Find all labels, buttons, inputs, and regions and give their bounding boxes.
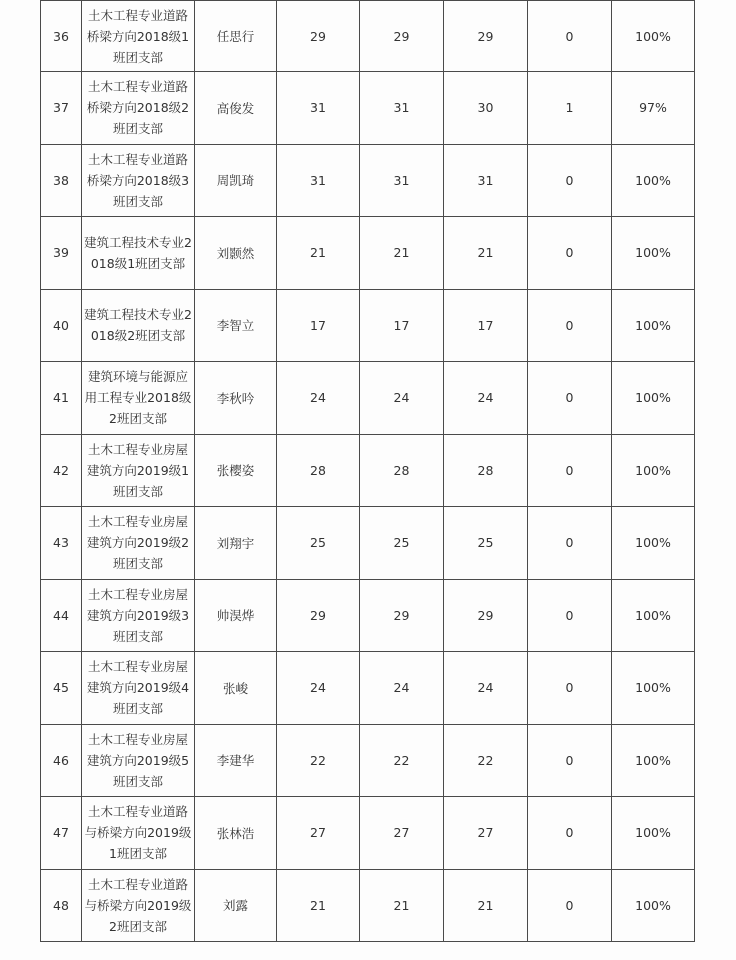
branch-name-cell: [82, 72, 195, 145]
failed-count-cell: 0: [528, 724, 612, 797]
rate-cell: 100%: [612, 362, 695, 435]
rate-cell: 100%: [612, 869, 695, 942]
rate-cell: 100%: [612, 289, 695, 362]
contact-name-cell: 刘颢然: [195, 217, 277, 290]
failed-count-cell: 0: [528, 362, 612, 435]
passed-count-cell: 25: [444, 507, 528, 580]
branch-name-cell: [82, 217, 195, 290]
joined-count-cell: 29: [360, 579, 444, 652]
joined-count-cell: 17: [360, 289, 444, 362]
joined-count-cell: 25: [360, 507, 444, 580]
failed-count-cell: 0: [528, 579, 612, 652]
rate-cell: 100%: [612, 434, 695, 507]
roster-table-body: [41, 1, 695, 942]
passed-count-cell: 30: [444, 72, 528, 145]
branch-name-text: 土木工程专业道路桥梁方向2018级2班团支部: [86, 79, 190, 137]
branch-name-cell: [82, 724, 195, 797]
total-count-cell: 24: [277, 362, 360, 435]
table-row: [41, 144, 695, 217]
table-row: [41, 217, 695, 290]
branch-name-cell: [82, 362, 195, 435]
total-count-cell: 27: [277, 797, 360, 870]
contact-name-cell: 李智立: [195, 289, 277, 362]
branch-name-cell: [82, 579, 195, 652]
failed-count-cell: 0: [528, 289, 612, 362]
branch-name-text: 土木工程专业房屋建筑方向2019级4班团支部: [86, 659, 190, 717]
contact-name-cell: 刘翔宇: [195, 507, 277, 580]
rate-cell: 100%: [612, 797, 695, 870]
joined-count-cell: 28: [360, 434, 444, 507]
rate-cell: 100%: [612, 724, 695, 797]
total-count-cell: 24: [277, 652, 360, 725]
total-count-cell: 28: [277, 434, 360, 507]
branch-name-text: 建筑工程技术专业2018级2班团支部: [84, 307, 192, 344]
passed-count-cell: 21: [444, 217, 528, 290]
passed-count-cell: 21: [444, 869, 528, 942]
total-count-cell: 29: [277, 579, 360, 652]
table-row: [41, 289, 695, 362]
table-row: [41, 72, 695, 145]
total-count-cell: 22: [277, 724, 360, 797]
row-number-cell: 46: [41, 724, 82, 797]
joined-count-cell: 21: [360, 217, 444, 290]
passed-count-cell: 31: [444, 144, 528, 217]
joined-count-cell: 24: [360, 362, 444, 435]
rate-cell: 100%: [612, 144, 695, 217]
total-count-cell: 29: [277, 1, 360, 72]
branch-name-cell: [82, 434, 195, 507]
table-row: [41, 797, 695, 870]
failed-count-cell: 0: [528, 1, 612, 72]
passed-count-cell: 29: [444, 579, 528, 652]
joined-count-cell: 29: [360, 1, 444, 72]
contact-name-cell: 张峻: [195, 652, 277, 725]
row-number-cell: 40: [41, 289, 82, 362]
failed-count-cell: 0: [528, 652, 612, 725]
branch-name-text: 建筑工程技术专业2018级1班团支部: [84, 234, 192, 271]
joined-count-cell: 24: [360, 652, 444, 725]
total-count-cell: 17: [277, 289, 360, 362]
branch-name-cell: [82, 289, 195, 362]
joined-count-cell: 31: [360, 144, 444, 217]
row-number-cell: 42: [41, 434, 82, 507]
row-number-cell: 41: [41, 362, 82, 435]
joined-count-cell: 21: [360, 869, 444, 942]
failed-count-cell: 0: [528, 507, 612, 580]
table-row: [41, 362, 695, 435]
row-number-cell: 38: [41, 144, 82, 217]
row-number-cell: 36: [41, 1, 82, 72]
contact-name-cell: 高俊发: [195, 72, 277, 145]
branch-name-text: 土木工程专业道路桥梁方向2018级3班团支部: [86, 151, 190, 209]
branch-name-text: 土木工程专业房屋建筑方向2019级5班团支部: [86, 731, 190, 789]
branch-name-text: 建筑环境与能源应用工程专业2018级2班团支部: [84, 369, 192, 427]
joined-count-cell: 22: [360, 724, 444, 797]
branch-name-cell: [82, 797, 195, 870]
joined-count-cell: 31: [360, 72, 444, 145]
table-row: [41, 869, 695, 942]
failed-count-cell: 0: [528, 217, 612, 290]
roster-table: [40, 0, 695, 942]
branch-name-text: 土木工程专业房屋建筑方向2019级3班团支部: [86, 586, 190, 644]
passed-count-cell: 27: [444, 797, 528, 870]
total-count-cell: 31: [277, 72, 360, 145]
row-number-cell: 45: [41, 652, 82, 725]
passed-count-cell: 29: [444, 1, 528, 72]
branch-name-cell: [82, 652, 195, 725]
branch-name-cell: [82, 1, 195, 72]
passed-count-cell: 22: [444, 724, 528, 797]
table-row: [41, 434, 695, 507]
rate-cell: 100%: [612, 1, 695, 72]
total-count-cell: 31: [277, 144, 360, 217]
joined-count-cell: 27: [360, 797, 444, 870]
row-number-cell: 39: [41, 217, 82, 290]
contact-name-cell: 张樱姿: [195, 434, 277, 507]
total-count-cell: 21: [277, 217, 360, 290]
table-row: [41, 507, 695, 580]
failed-count-cell: 0: [528, 869, 612, 942]
passed-count-cell: 24: [444, 652, 528, 725]
row-number-cell: 47: [41, 797, 82, 870]
failed-count-cell: 0: [528, 797, 612, 870]
branch-name-cell: [82, 869, 195, 942]
contact-name-cell: 李建华: [195, 724, 277, 797]
row-number-cell: 37: [41, 72, 82, 145]
branch-name-cell: [82, 507, 195, 580]
contact-name-cell: 李秋吟: [195, 362, 277, 435]
branch-name-text: 土木工程专业房屋建筑方向2019级2班团支部: [86, 514, 190, 572]
table-row: [41, 1, 695, 72]
contact-name-cell: 任思行: [195, 1, 277, 72]
row-number-cell: 48: [41, 869, 82, 942]
total-count-cell: 25: [277, 507, 360, 580]
rate-cell: 100%: [612, 217, 695, 290]
rate-cell: 97%: [612, 72, 695, 145]
contact-name-cell: 帅淏烨: [195, 579, 277, 652]
table-row: [41, 579, 695, 652]
failed-count-cell: 1: [528, 72, 612, 145]
branch-name-text: 土木工程专业道路与桥梁方向2019级2班团支部: [84, 876, 192, 934]
total-count-cell: 21: [277, 869, 360, 942]
contact-name-cell: 周凯琦: [195, 144, 277, 217]
failed-count-cell: 0: [528, 434, 612, 507]
contact-name-cell: 张林浩: [195, 797, 277, 870]
branch-name-text: 土木工程专业房屋建筑方向2019级1班团支部: [86, 441, 190, 499]
branch-name-text: 土木工程专业道路桥梁方向2018级1班团支部: [86, 7, 190, 65]
contact-name-cell: 刘露: [195, 869, 277, 942]
table-row: [41, 652, 695, 725]
failed-count-cell: 0: [528, 144, 612, 217]
table-row: [41, 724, 695, 797]
branch-name-text: 土木工程专业道路与桥梁方向2019级1班团支部: [84, 804, 192, 862]
row-number-cell: 43: [41, 507, 82, 580]
passed-count-cell: 24: [444, 362, 528, 435]
rate-cell: 100%: [612, 579, 695, 652]
rate-cell: 100%: [612, 652, 695, 725]
passed-count-cell: 17: [444, 289, 528, 362]
rate-cell: 100%: [612, 507, 695, 580]
branch-name-cell: [82, 144, 195, 217]
row-number-cell: 44: [41, 579, 82, 652]
passed-count-cell: 28: [444, 434, 528, 507]
